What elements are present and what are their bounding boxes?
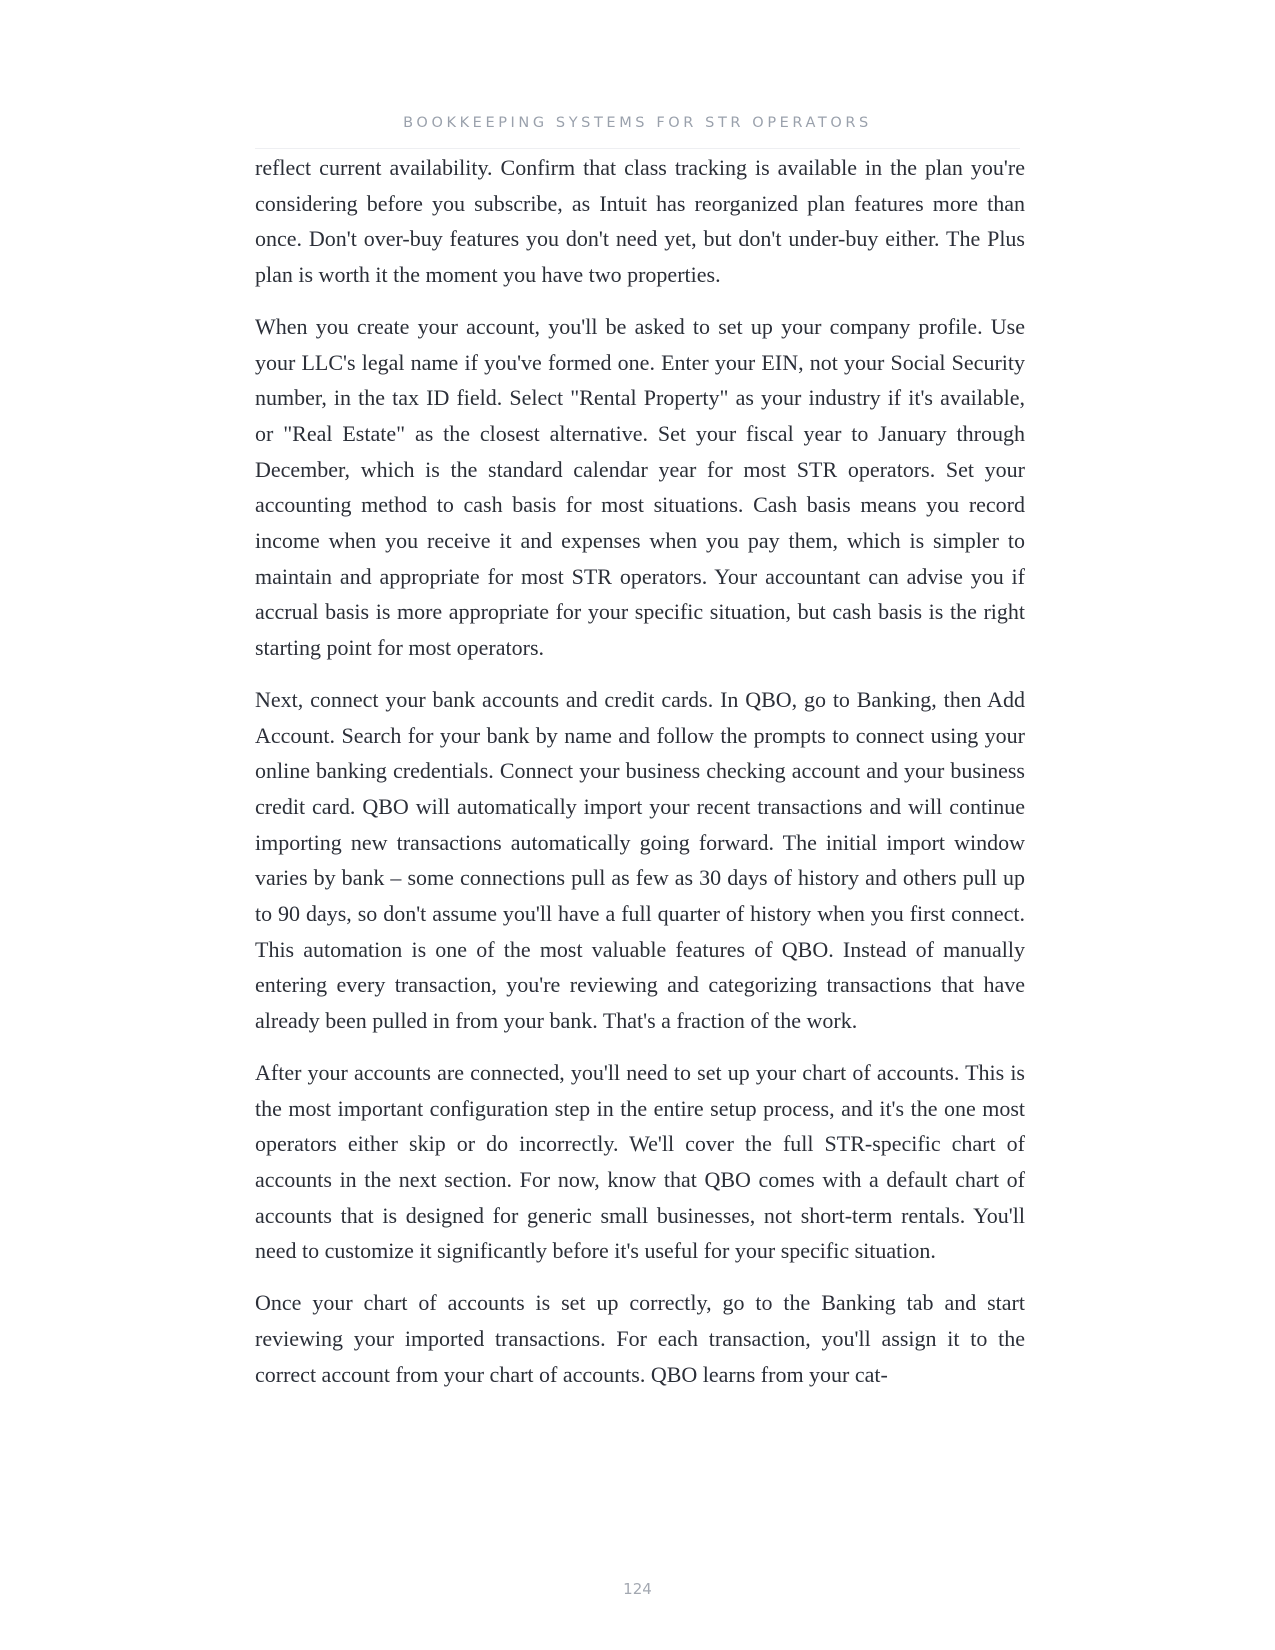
paragraph: When you create your account, you'll be asked to set up your company profile. Use your LLC's legal name if you've formed one. Enter your EIN, not your Social Security number, in the tax ID field. Select "Rental Property" as your industry if it's available, or "Real Estate" as the closest alternative. Set your fiscal year to January through December, which is the standard calendar year for most STR operators. Set your accounting method to cash basis for most situations. Cash basis means you record income when you receive it and expenses when you pay them, which is simpler to maintain and appropriate for most STR operators. Your accountant can advise you if accrual basis is more appropriate for your specific situation, but cash basis is the right starting point for most operators.	[255, 313, 1025, 661]
paragraph: Once your chart of accounts is set up correctly, go to the Banking tab and start reviewing your imported transactions. For each transaction, you'll assign it to the correct account from your chart of accounts. QBO learns from your cat-	[255, 1290, 1025, 1387]
paragraph: After your accounts are connected, you'll need to set up your chart of accounts. This is the most important configuration step in the entire setup process, and it's the one most operators either skip or do incorrectly. We'll cover the full STR-specific chart of accounts in the next section. For now, know that QBO comes with a default chart of accounts that is designed for generic small businesses, not short-term rentals. You'll need to customize it significantly before it's useful for your specific situation.	[255, 1059, 1025, 1264]
header-divider	[255, 148, 1020, 149]
page-number: 124	[623, 1580, 652, 1598]
paragraph: Next, connect your bank accounts and credit cards. In QBO, go to Banking, then Add Account. Search for your bank by name and follow the prompts to connect using your online banking credentials. Connect your business checking account and your business credit card. QBO will automatically import your recent transactions and will continue importing new transactions automatically going forward. The initial import window varies by bank – some connections pull as few as 30 days of history and others pull up to 90 days, so don't assume you'll have a full quarter of history when you first connect. This automation is one of the most valuable features of QBO. Instead of manually entering every transaction, you're reviewing and categorizing transactions that have already been pulled in from your bank. That's a fraction of the work.	[255, 686, 1025, 1034]
body-text	[255, 150, 1025, 1408]
paragraph: reflect current availability. Confirm that class tracking is available in the plan you're considering before you subscribe, as Intuit has reorganized plan features more than once. Don't over-buy features you don't need yet, but don't under-buy either. The Plus plan is worth it the moment you have two properties.	[255, 155, 1025, 288]
running-header: BOOKKEEPING SYSTEMS FOR STR OPERATORS	[403, 115, 872, 131]
